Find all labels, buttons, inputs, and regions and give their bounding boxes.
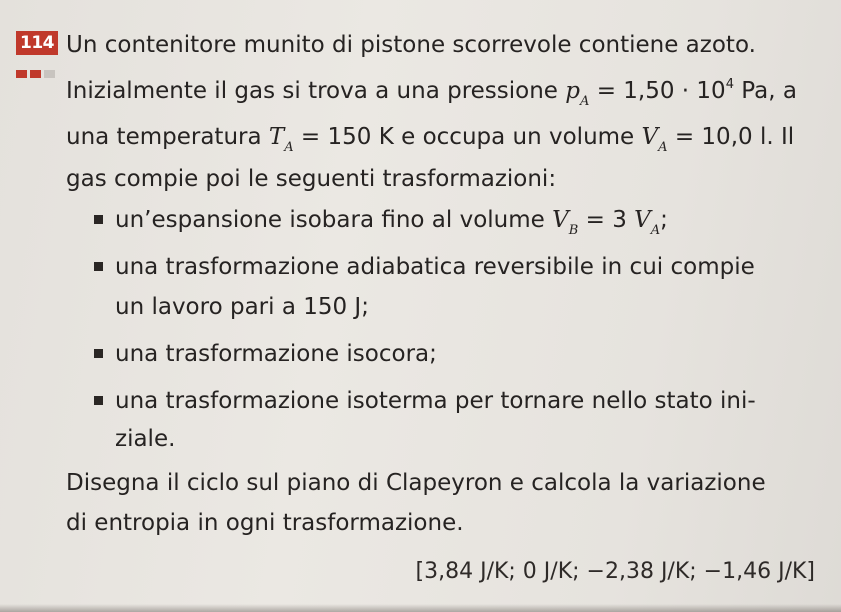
- subscript: A: [284, 140, 294, 155]
- bullet-square: [94, 215, 103, 224]
- volume-symbol: V: [641, 124, 659, 150]
- bullet-text: = 3: [578, 207, 635, 233]
- difficulty-square: [16, 70, 27, 78]
- answer-key: [3,84 J/K; 0 J/K; −2,38 J/K; −1,46 J/K]: [415, 559, 815, 584]
- temperature-value: = 150 K e occupa un volume: [293, 124, 642, 150]
- exercise-number-badge: 114: [16, 31, 58, 55]
- bullet-4-line-1: una trasformazione isoterma per tornare nello stato ini-: [115, 388, 756, 414]
- temperature-symbol: T: [268, 124, 285, 150]
- intro-text: Inizialmente il gas si trova a una pressione: [66, 78, 566, 104]
- subscript: B: [568, 223, 579, 238]
- difficulty-square: [44, 70, 55, 78]
- bullet-3: una trasformazione isocora;: [115, 341, 437, 367]
- bullet-square: [94, 262, 103, 271]
- exponent: 4: [725, 77, 734, 92]
- task-line-1: Disegna il ciclo sul piano di Clapeyron e calcola la variazione: [66, 470, 766, 496]
- pressure-symbol: p: [565, 78, 580, 104]
- bullet-square: [94, 396, 103, 405]
- intro-text: una temperatura: [66, 124, 269, 150]
- bullet-2-line-2: un lavoro pari a 150 J;: [115, 294, 369, 320]
- volume-value: = 10,0 l. Il: [667, 124, 795, 150]
- bullet-1: [115, 205, 668, 239]
- intro-line-2: [66, 76, 797, 110]
- intro-line-4: gas compie poi le seguenti trasformazioni:: [66, 166, 557, 192]
- volume-symbol: V: [552, 207, 569, 233]
- intro-line-1: Un contenitore munito di pistone scorrevole contiene azoto.: [66, 32, 756, 58]
- task-line-2: di entropia in ogni trasformazione.: [66, 510, 464, 536]
- page-edge-shadow: [0, 604, 841, 612]
- bullet-square: [94, 349, 103, 358]
- pressure-unit: Pa, a: [733, 78, 797, 104]
- difficulty-square: [30, 70, 41, 78]
- pressure-value: = 1,50 · 10: [589, 78, 726, 104]
- bullet-text: ;: [660, 207, 668, 233]
- difficulty-indicator: [16, 70, 55, 78]
- intro-line-3: [66, 122, 794, 156]
- volume-symbol: V: [634, 207, 651, 233]
- subscript: A: [580, 94, 590, 109]
- bullet-4-line-2: ziale.: [115, 426, 176, 452]
- subscript: A: [658, 140, 668, 155]
- subscript: A: [650, 223, 661, 238]
- bullet-2-line-1: una trasformazione adiabatica reversibile in cui compie: [115, 254, 755, 280]
- bullet-text: un’espansione isobara fino al volume: [115, 207, 553, 233]
